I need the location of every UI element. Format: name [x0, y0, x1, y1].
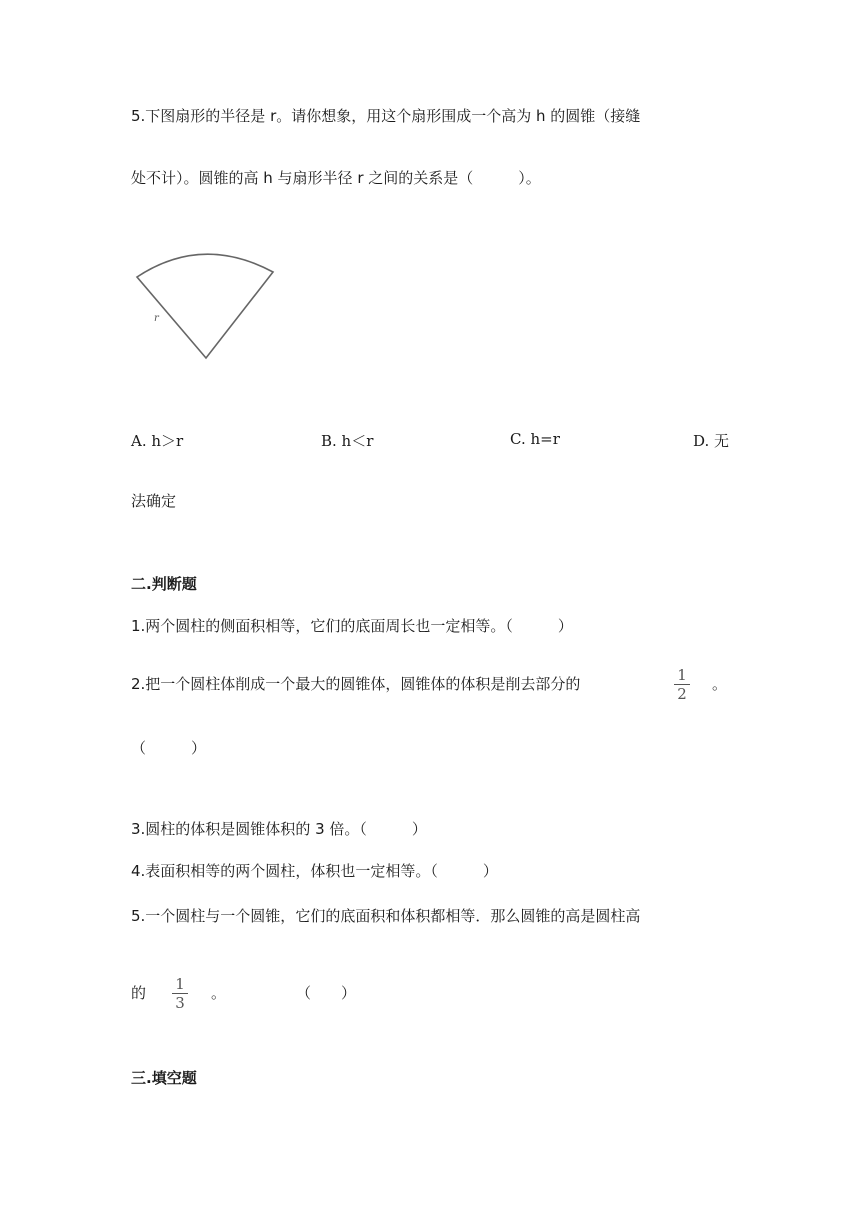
- judge-question-5: 5.一个圆柱与一个圆锥，它们的底面积和体积都相等．那么圆锥的高是圆柱高: [131, 907, 641, 925]
- option-c: C. h=r: [510, 430, 560, 448]
- option-b: B. h＜r: [321, 432, 374, 450]
- question-text-line1: 5.下图扇形的半径是 r。请你想象，用这个扇形围成一个高为 h 的圆锥（接缝: [131, 107, 641, 125]
- judge-question-5-period: 。: [211, 984, 227, 1002]
- judge-question-1: 1.两个圆柱的侧面积相等，它们的底面周长也一定相等。（ ）: [131, 617, 573, 635]
- judge-question-2-period: 。: [712, 675, 728, 693]
- judge-question-4: 4.表面积相等的两个圆柱，体积也一定相等。（ ）: [131, 862, 498, 880]
- option-d-continued: 法确定: [131, 492, 177, 510]
- sector-diagram: [132, 248, 278, 364]
- fraction-one-third: [170, 976, 190, 1011]
- sector-figure: [132, 248, 278, 364]
- judge-question-5-de: 的: [131, 984, 147, 1002]
- judge-question-2: 2.把一个圆柱体削成一个最大的圆锥体，圆锥体的体积是削去部分的: [131, 675, 581, 693]
- fraction-numerator: 1: [677, 666, 687, 684]
- question-text-line2: 处不计）。圆锥的高 h 与扇形半径 r 之间的关系是（ ）。: [131, 169, 541, 187]
- section-heading: 二.判断题: [131, 575, 197, 593]
- judge-question-3: 3.圆柱的体积是圆锥体积的 3 倍。（ ）: [131, 820, 427, 838]
- sector-outline: [137, 254, 273, 358]
- judge-question-5-answer: （ ）: [296, 984, 357, 1002]
- fraction-denominator: 2: [677, 685, 687, 703]
- fraction-numerator: 1: [175, 975, 185, 993]
- section-heading: 三.填空题: [131, 1069, 197, 1087]
- option-d: D. 无: [693, 432, 730, 450]
- fraction-one-half: [672, 667, 692, 702]
- radius-label: r: [154, 313, 159, 324]
- option-a: A. h＞r: [131, 432, 184, 450]
- fraction-denominator: 3: [175, 994, 185, 1012]
- judge-question-2-answer: （ ）: [131, 739, 207, 757]
